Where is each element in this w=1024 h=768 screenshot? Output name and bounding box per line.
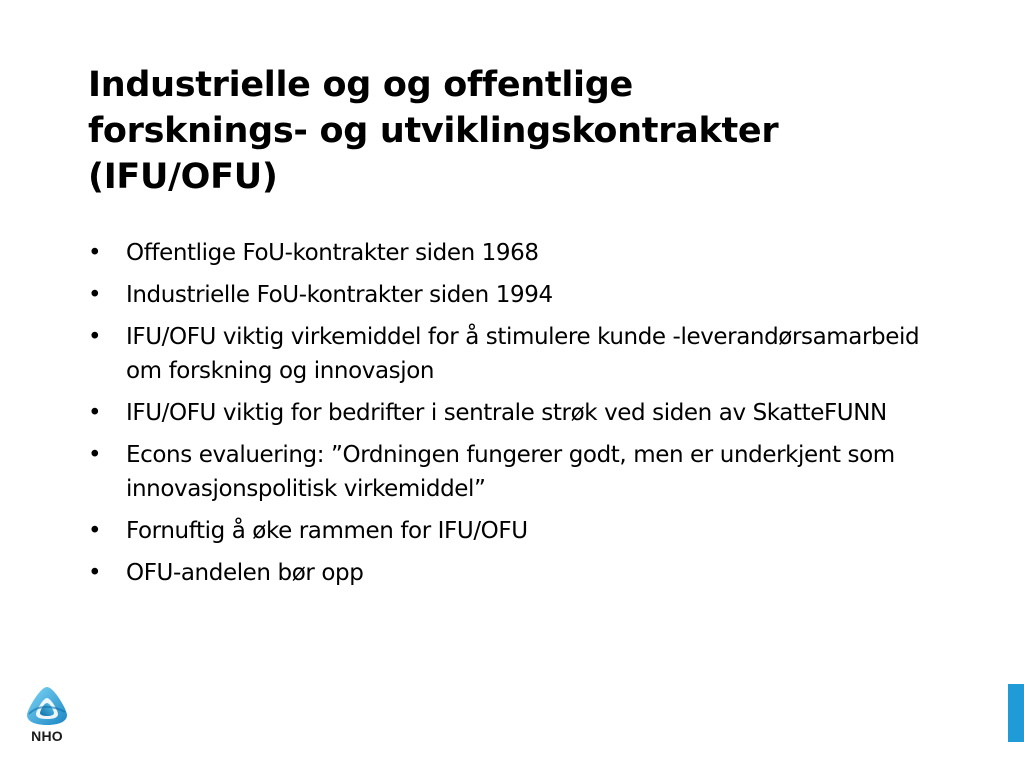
logo-text: NHO <box>31 728 63 744</box>
bullet-item <box>88 438 948 506</box>
bullet-text: IFU/OFU viktig virkemiddel for å stimulere kunde -leverandørsamarbeid om forskning og innovasjon <box>126 324 920 384</box>
bullet-dot: • <box>88 442 102 468</box>
bullet-text: OFU-andelen bør opp <box>126 560 364 586</box>
accent-bar <box>1008 684 1024 742</box>
bullet-item <box>88 320 948 388</box>
title-line-1: Industrielle og og offentlige <box>88 65 633 105</box>
bullet-item <box>88 278 948 312</box>
bullet-dot: • <box>88 400 102 426</box>
nho-logo-icon <box>20 684 74 728</box>
slide-title <box>88 62 968 200</box>
bullet-text: Industrielle FoU-kontrakter siden 1994 <box>126 282 553 308</box>
bullet-dot: • <box>88 560 102 586</box>
bullet-item <box>88 514 948 548</box>
bullet-dot: • <box>88 324 102 350</box>
bullet-dot: • <box>88 240 102 266</box>
bullet-text: IFU/OFU viktig for bedrifter i sentrale strøk ved siden av SkatteFUNN <box>126 400 887 426</box>
bullet-text: Econs evaluering: ”Ordningen fungerer godt, men er underkjent som innovasjonspolitisk virkemiddel” <box>126 442 895 502</box>
title-line-2: forsknings- og utviklingskontrakter <box>88 111 779 151</box>
bullet-item <box>88 556 948 590</box>
bullet-text: Fornuftig å øke rammen for IFU/OFU <box>126 518 528 544</box>
bullet-item <box>88 396 948 430</box>
title-line-3: (IFU/OFU) <box>88 157 278 197</box>
bullet-list <box>88 236 948 598</box>
bullet-dot: • <box>88 282 102 308</box>
bullet-item <box>88 236 948 270</box>
nho-logo <box>20 684 74 746</box>
bullet-text: Offentlige FoU-kontrakter siden 1968 <box>126 240 539 266</box>
bullet-dot: • <box>88 518 102 544</box>
